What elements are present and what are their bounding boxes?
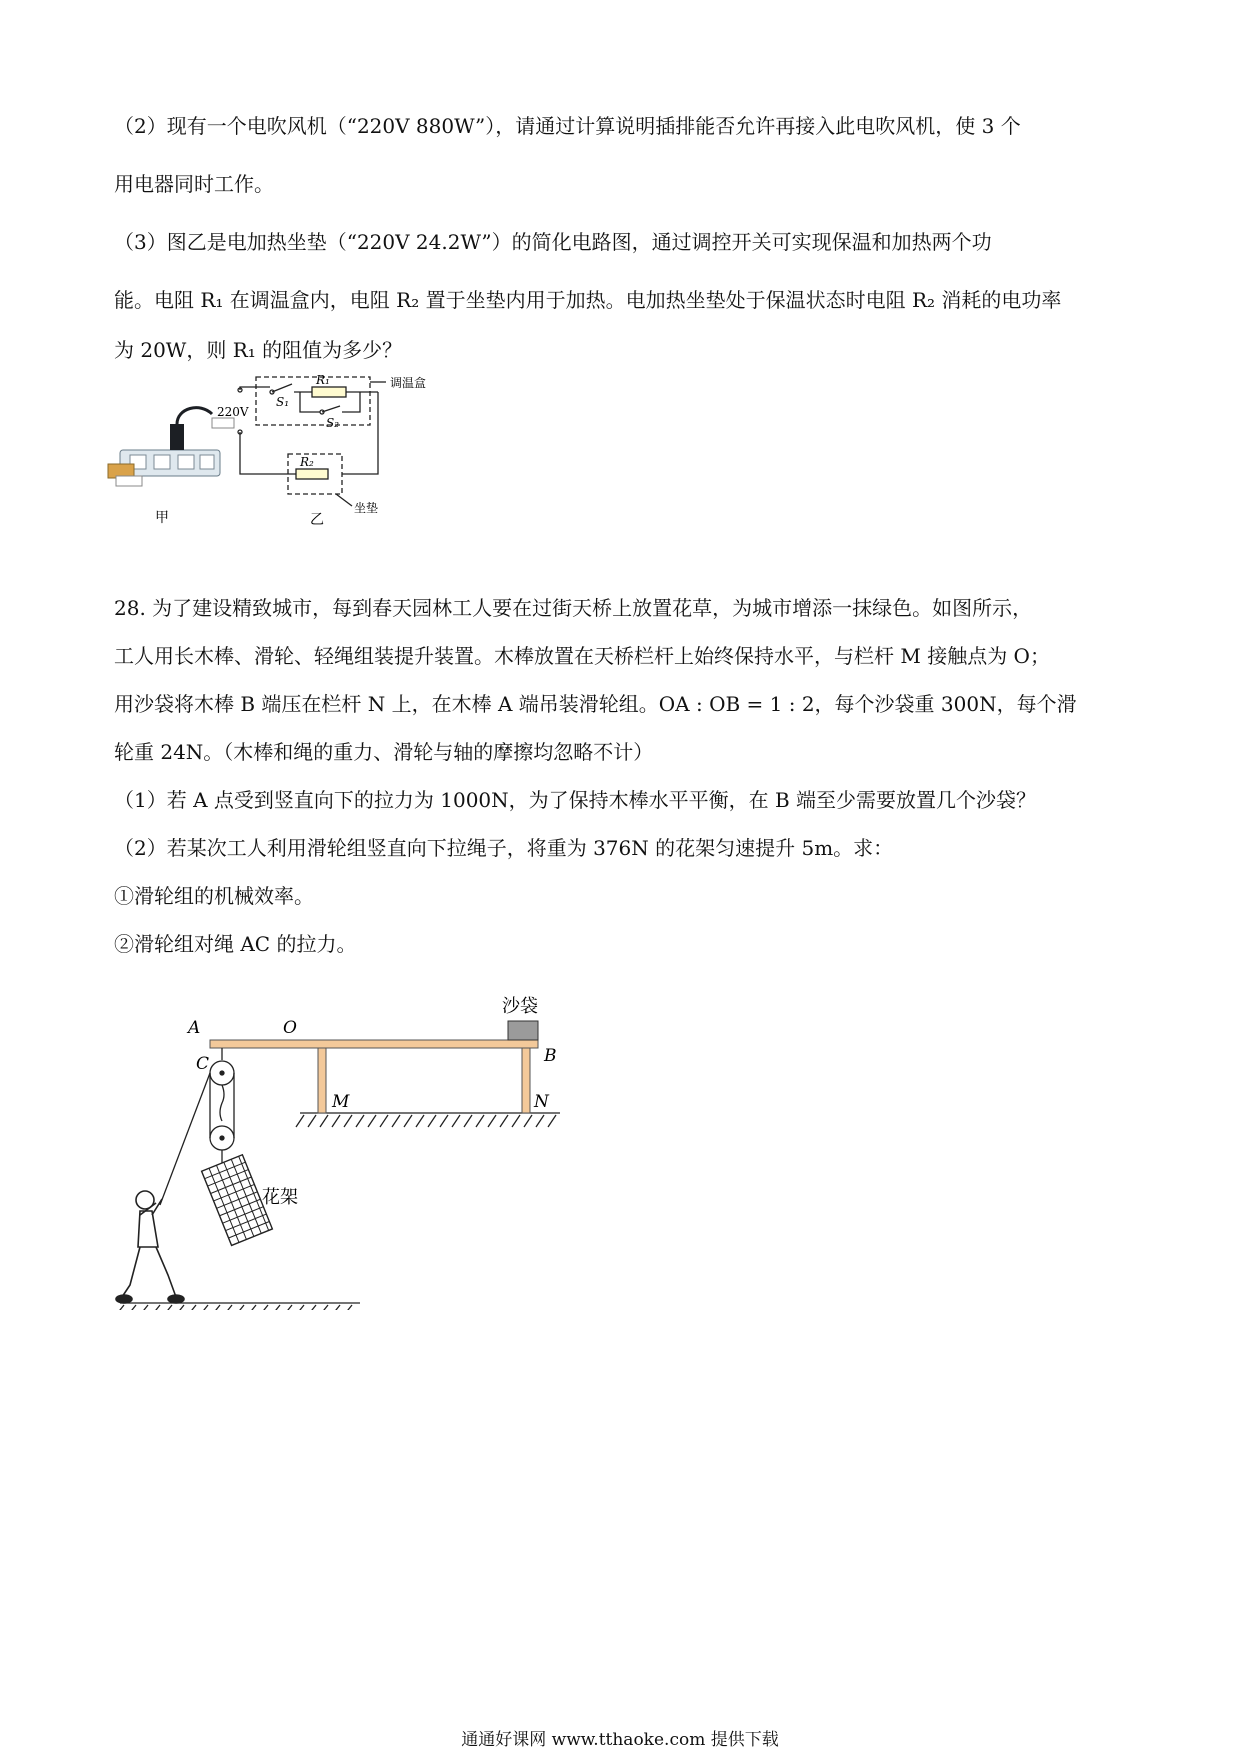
label-o: O xyxy=(283,1018,297,1038)
label-r2: R₂ xyxy=(300,455,314,469)
label-sandbag: 沙袋 xyxy=(502,996,538,1017)
label-b: B xyxy=(544,1046,557,1066)
sandbag xyxy=(508,1021,538,1040)
label-s1: S₁ xyxy=(276,395,290,409)
q28-line4: 轮重 24N。（木棒和绳的重力、滑轮与轴的摩擦均忽略不计） xyxy=(114,740,654,764)
label-jia: 甲 xyxy=(155,510,169,526)
label-a: A xyxy=(188,1018,201,1038)
circuit-diagram xyxy=(238,377,386,506)
label-s2: S₂ xyxy=(326,416,340,430)
street-ground xyxy=(116,1303,360,1310)
label-yi: 乙 xyxy=(310,512,324,528)
page-footer: 通通好课网 www.tthaoke.com 提供下载 xyxy=(461,1730,779,1750)
q28-sub2-1: ①滑轮组的机械效率。 xyxy=(114,884,314,908)
q27-figure xyxy=(100,372,520,532)
q27-part2-line1: （2）现有一个电吹风机（“220V 880W”），请通过计算说明插排能否允许再接入此电吹风机，使 3 个 xyxy=(114,114,1021,138)
q28-figure xyxy=(110,985,590,1310)
worker-figure xyxy=(116,1191,184,1303)
q27-part3-line3: 为 20W，则 R₁ 的阻值为多少？ xyxy=(114,338,403,362)
label-r1: R₁ xyxy=(316,373,330,387)
q28-sub1: （1）若 A 点受到竖直向下的拉力为 1000N，为了保持木棒水平平衡，在 B 端至少需要放置几个沙袋？ xyxy=(114,788,1037,812)
q27-part3-line2: 能。电阻 R₁ 在调温盒内，电阻 R₂ 置于坐垫内用于加热。电加热坐垫处于保温状态时电阻 R₂ 消耗的电功率 xyxy=(114,288,1062,312)
railing-n xyxy=(522,1048,530,1113)
label-c: C xyxy=(196,1054,210,1074)
power-strip-illustration xyxy=(108,408,234,486)
bridge-ground xyxy=(296,1113,560,1127)
label-box: 调温盒 xyxy=(390,376,427,390)
railing-m xyxy=(318,1048,326,1113)
label-m: M xyxy=(332,1092,350,1112)
q28-line3: 用沙袋将木棒 B 端压在栏杆 N 上，在木棒 A 端吊装滑轮组。OA : OB = 1 : 2，每个沙袋重 300N，每个滑 xyxy=(114,692,1077,716)
label-seat: 坐垫 xyxy=(354,501,379,515)
label-flower-rack: 花架 xyxy=(262,1187,298,1208)
q28-line2: 工人用长木棒、滑轮、轻绳组装提升装置。木棒放置在天桥栏杆上始终保持水平，与栏杆 M 接触点为 O； xyxy=(114,644,1050,668)
wooden-bar xyxy=(210,1040,538,1048)
label-voltage: 220V xyxy=(217,405,249,419)
q28-line1: 28. 为了建设精致城市，每到春天园林工人要在过街天桥上放置花草，为城市增添一抹绿色。如图所示， xyxy=(114,596,1033,620)
q27-part3-line1: （3）图乙是电加热坐垫（“220V 24.2W”）的简化电路图，通过调控开关可实现保温和加热两个功 xyxy=(114,230,992,254)
label-n: N xyxy=(534,1092,549,1112)
q27-part2-line2: 用电器同时工作。 xyxy=(114,172,274,196)
q28-sub2-2: ②滑轮组对绳 AC 的拉力。 xyxy=(114,932,357,956)
q28-sub2: （2）若某次工人利用滑轮组竖直向下拉绳子，将重为 376N 的花架匀速提升 5m。求： xyxy=(114,836,894,860)
